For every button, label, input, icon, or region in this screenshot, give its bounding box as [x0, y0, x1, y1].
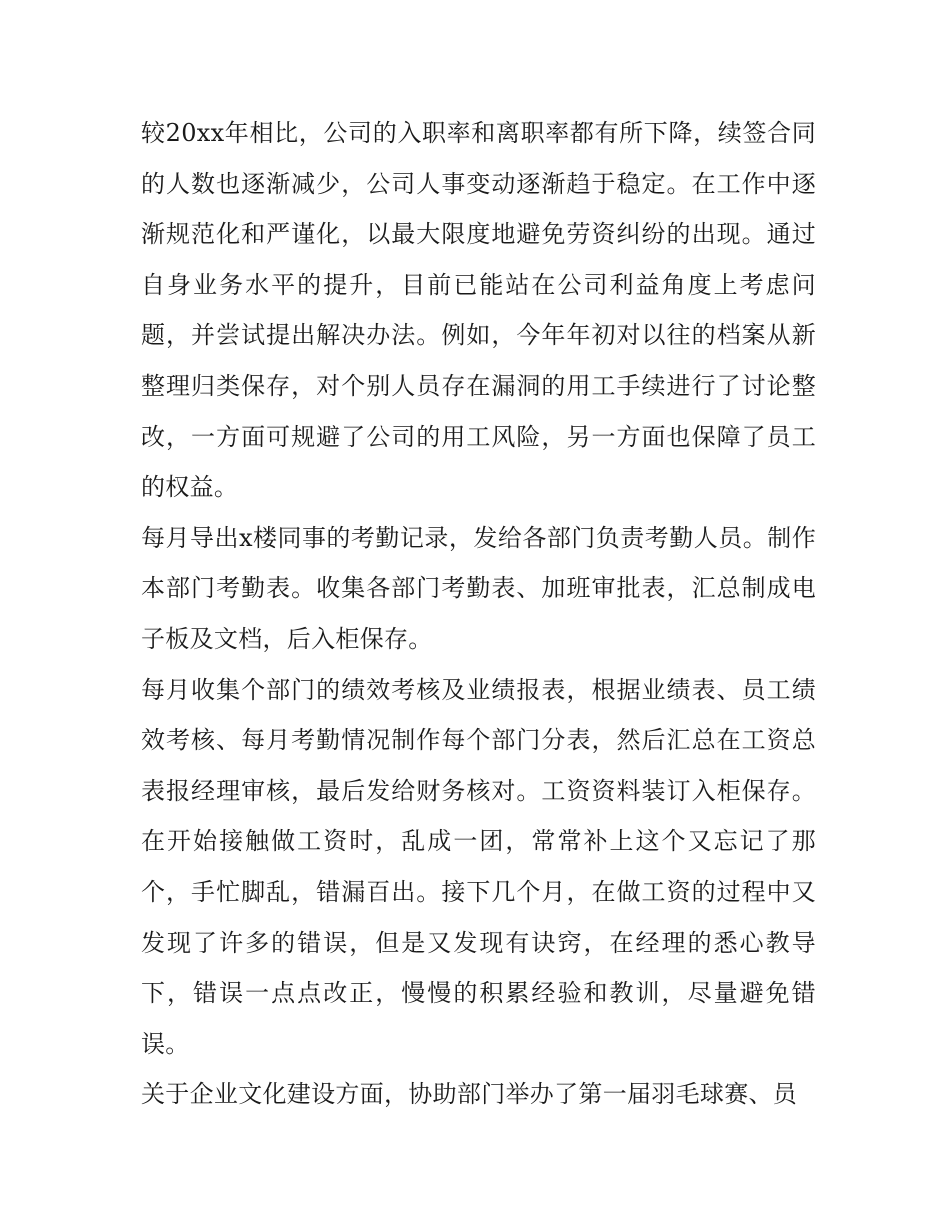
document-body [141, 108, 816, 1120]
paragraph-corporate-culture: 关于企业文化建设方面，协助部门举办了第一届羽毛球赛、员 [141, 1080, 798, 1109]
paragraph-attendance: 每月导出x楼同事的考勤记录，发给各部门负责考勤人员。制作本部门考勤表。收集各部门考勤表、加班审批表，汇总制成电子板及文档，后入柜保存。 [141, 523, 816, 653]
paragraph-hr-stability: 较20xx年相比，公司的入职率和离职率都有所下降，续签合同的人数也逐渐减少，公司人事变动逐渐趋于稳定。在工作中逐渐规范化和严谨化，以最大限度地避免劳资纠纷的出现。通过自身业务水平的提升，目前已能站在公司利益角度上考虑问题，并尝试提出解决办法。例如，今年年初对以往的档案从新整理归类保存，对个别人员存在漏洞的用工手续进行了讨论整改，一方面可规避了公司的用工风险，另一方面也保障了员工的权益。 [141, 119, 816, 502]
paragraph-payroll: 每月收集个部门的绩效考核及业绩报表，根据业绩表、员工绩效考核、每月考勤情况制作每个部门分表，然后汇总在工资总表报经理审核，最后发给财务核对。工资资料装订入柜保存。在开始接触做工资时，乱成一团，常常补上这个又忘记了那个，手忙脚乱，错漏百出。接下几个月，在做工资的过程中又发现了许多的错误，但是又发现有诀窍，在经理的悉心教导下，错误一点点改正，慢慢的积累经验和教训，尽量避免错误。 [141, 675, 816, 1058]
